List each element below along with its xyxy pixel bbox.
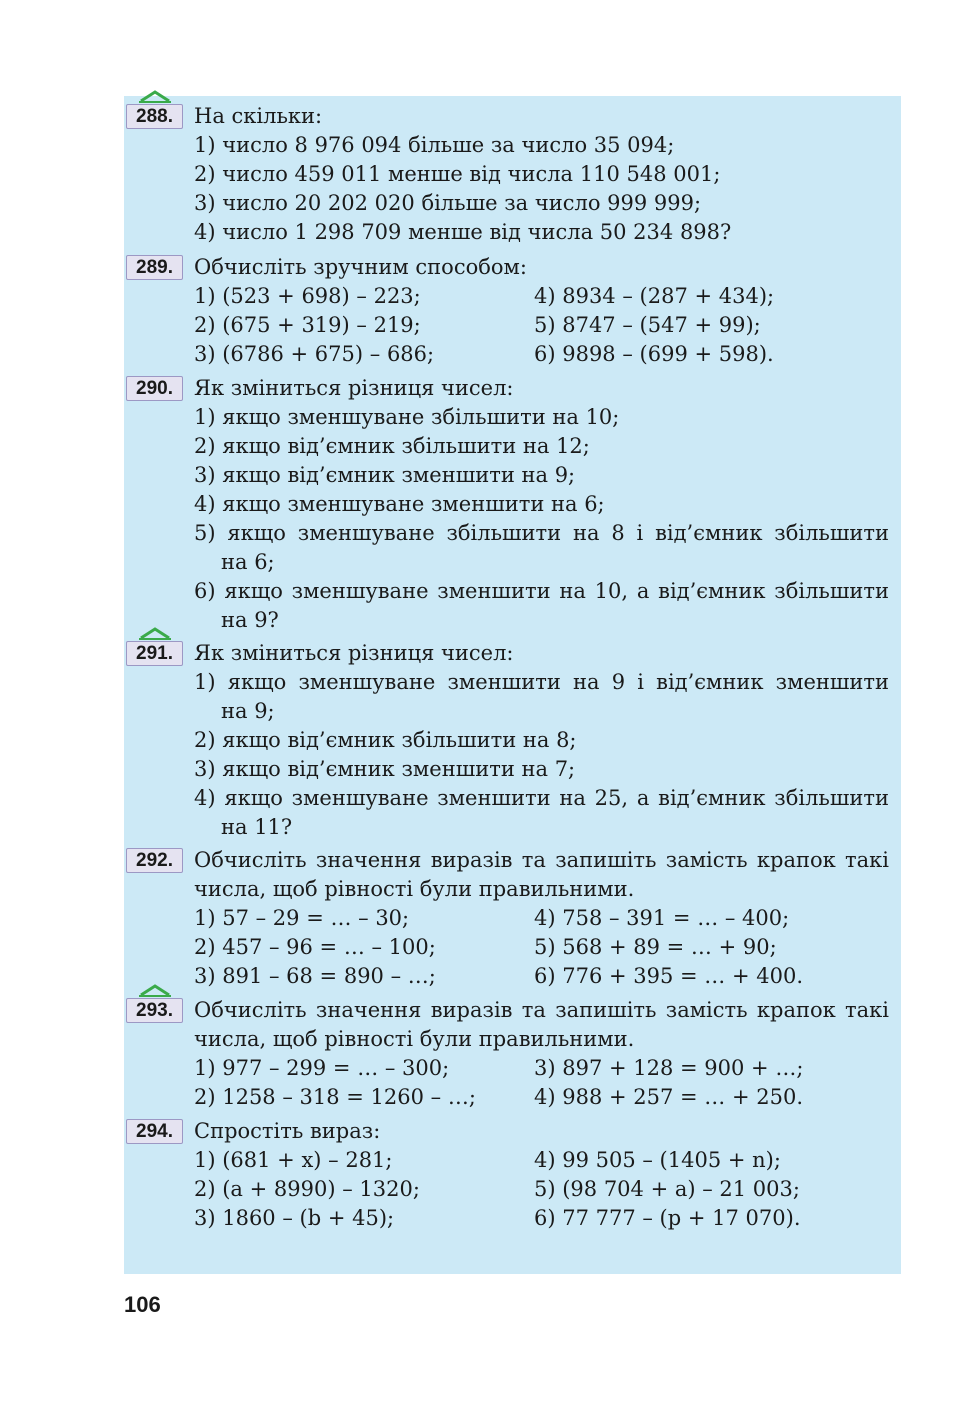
task-item: 5) (98 704 + a) – 21 003; bbox=[534, 1177, 800, 1201]
task-prompt: Обчисліть значення виразів та запишіть замість крапок такі bbox=[194, 848, 889, 872]
task-item: 3) (6786 + 675) – 686; bbox=[194, 342, 435, 366]
page-number: 106 bbox=[124, 1292, 161, 1317]
task-item: 1) 977 – 299 = … – 300; bbox=[194, 1056, 450, 1080]
task-number: 290. bbox=[126, 376, 183, 401]
task-item: 1) число 8 976 094 більше за число 35 094; bbox=[194, 133, 675, 157]
task-number: 292. bbox=[126, 848, 183, 873]
task-item: 2) (675 + 319) – 219; bbox=[194, 313, 421, 337]
task-number: 294. bbox=[126, 1119, 183, 1144]
task-item: 4) число 1 298 709 менше від числа 50 234 898? bbox=[194, 220, 732, 244]
task-item: 1) якщо зменшуване збільшити на 10; bbox=[194, 405, 620, 429]
task-item: 1) (681 + x) – 281; bbox=[194, 1148, 393, 1172]
task-prompt: числа, щоб рівності були правильними. bbox=[194, 1027, 635, 1051]
home-task-icon bbox=[138, 89, 172, 103]
task-prompt: Спростіть вираз: bbox=[194, 1119, 381, 1143]
task-item: 4) якщо зменшуване зменшити на 6; bbox=[194, 492, 605, 516]
task-item: 5) 568 + 89 = … + 90; bbox=[534, 935, 777, 959]
task-item: 2) число 459 011 менше від числа 110 548 001; bbox=[194, 162, 721, 186]
task-item-continuation: на 9; bbox=[221, 699, 275, 723]
task-item: 2) 1258 – 318 = 1260 – …; bbox=[194, 1085, 476, 1109]
task-item: 3) 1860 – (b + 45); bbox=[194, 1206, 395, 1230]
task-item: 2) 457 – 96 = … – 100; bbox=[194, 935, 436, 959]
task-item-continuation: на 11? bbox=[221, 815, 293, 839]
task-number: 291. bbox=[126, 641, 183, 666]
task-item: 3) 891 – 68 = 890 – …; bbox=[194, 964, 436, 988]
task-item: 3) якщо від’ємник зменшити на 9; bbox=[194, 463, 576, 487]
task-prompt: Обчисліть зручним способом: bbox=[194, 255, 527, 279]
task-item: 4) 99 505 – (1405 + n); bbox=[534, 1148, 781, 1172]
task-item: 4) 758 – 391 = … – 400; bbox=[534, 906, 790, 930]
task-number: 289. bbox=[126, 255, 183, 280]
task-item: 1) (523 + 698) – 223; bbox=[194, 284, 421, 308]
task-item: 5) 8747 – (547 + 99); bbox=[534, 313, 761, 337]
task-item: 5) якщо зменшуване збільшити на 8 і від’ємник збільшити bbox=[194, 521, 889, 545]
task-prompt: Як зміниться різниця чисел: bbox=[194, 376, 514, 400]
task-item: 3) число 20 202 020 більше за число 999 999; bbox=[194, 191, 702, 215]
home-task-icon bbox=[138, 983, 172, 997]
task-item: 4) якщо зменшуване зменшити на 25, а від’ємник збільшити bbox=[194, 786, 889, 810]
task-item: 2) якщо від’ємник збільшити на 8; bbox=[194, 728, 577, 752]
task-item: 2) якщо від’ємник збільшити на 12; bbox=[194, 434, 590, 458]
task-prompt: числа, щоб рівності були правильними. bbox=[194, 877, 635, 901]
task-item: 6) 9898 – (699 + 598). bbox=[534, 342, 774, 366]
task-item: 6) 77 777 – (p + 17 070). bbox=[534, 1206, 801, 1230]
task-number: 293. bbox=[126, 998, 183, 1023]
task-item: 1) 57 – 29 = … – 30; bbox=[194, 906, 410, 930]
task-item: 3) якщо від’ємник зменшити на 7; bbox=[194, 757, 576, 781]
task-prompt: Обчисліть значення виразів та запишіть замість крапок такі bbox=[194, 998, 889, 1022]
task-item-continuation: на 6; bbox=[221, 550, 275, 574]
task-item: 4) 8934 – (287 + 434); bbox=[534, 284, 775, 308]
task-number: 288. bbox=[126, 104, 183, 129]
home-task-icon bbox=[138, 626, 172, 640]
task-item: 3) 897 + 128 = 900 + …; bbox=[534, 1056, 804, 1080]
task-item: 6) 776 + 395 = … + 400. bbox=[534, 964, 803, 988]
task-prompt: На скільки: bbox=[194, 104, 323, 128]
task-item: 2) (a + 8990) – 1320; bbox=[194, 1177, 420, 1201]
task-item-continuation: на 9? bbox=[221, 608, 279, 632]
task-item: 6) якщо зменшуване зменшити на 10, а від’ємник збільшити bbox=[194, 579, 889, 603]
task-item: 1) якщо зменшуване зменшити на 9 і від’ємник зменшити bbox=[194, 670, 889, 694]
task-prompt: Як зміниться різниця чисел: bbox=[194, 641, 514, 665]
task-item: 4) 988 + 257 = … + 250. bbox=[534, 1085, 803, 1109]
